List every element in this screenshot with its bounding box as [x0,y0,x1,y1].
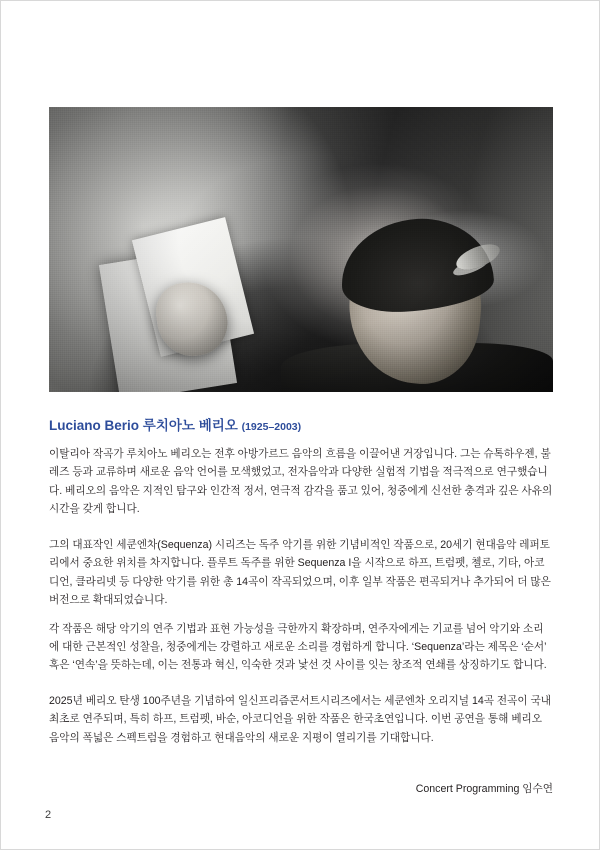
paragraph-2: 그의 대표작인 세쿤엔차(Sequenza) 시리즈는 독주 악기를 위한 기념비적인 작품으로, 20세기 현대음악 레퍼토리에서 중요한 위치를 차지합니다. 플루트 독주를 위한 Sequenza I을 시작으로 하프, 트럼펫, 첼로, 기타, 아코디언, 클라리넷 등 다양한 악기를 위한 총 14곡이 작곡되었으며, 이후 일부 작품은 편곡되거나 추가되어 더 많은 버전으로 확대되었습니다. [49,539,551,606]
paragraph-4: 2025년 베리오 탄생 100주년을 기념하여 일신프리즘콘서트시리즈에서는 세쿤엔차 오리지널 14곡 전곡이 국내 최초로 연주되며, 특히 하프, 트럼펫, 바순, 아코디언을 위한 작품은 한국초연입니다. 이번 공연을 통해 베리오 음악의 폭넓은 스펙트럼을 경험하고 현대음악의 새로운 지평이 열리기를 기대합니다. [49,695,552,744]
composer-life-dates: (1925–2003) [241,421,302,433]
page-content [49,107,553,796]
portrait-film-grain [49,107,553,392]
paragraph-3: 각 작품은 해당 악기의 연주 기법과 표현 가능성을 극한까지 확장하며, 연주자에게는 기교를 넘어 악기와 소리에 대한 근본적인 성찰을, 청중에게는 강렬하고 새로운 소리를 경험하게 합니다. ‘Sequenza’라는 제목은 ‘순서’ 혹은 ‘연속’을 뜻하는데, 이는 전통과 혁신, 익숙한 것과 낯선 것 사이를 잇는 창조적 연쇄를 상징하기도 합니다. [49,622,547,671]
paragraph-1: 이탈리아 작곡가 루치아노 베리오는 전후 아방가르드 음악의 흐름을 이끌어낸 거장입니다. 그는 슈톡하우젠, 불레즈 등과 교류하며 새로운 음악 언어를 모색했었고, 전자음악과 다양한 실험적 기법을 적극적으로 연구했습니다. 베리오의 음악은 지적인 탐구와 인간적 정서, 연극적 감각을 품고 있어, 청중에게 신선한 충격과 깊은 사유의 시간을 갖게 합니다. [49,448,553,515]
credit-line: Concert Programming 임수연 [415,782,553,795]
page-title [49,418,553,434]
composer-name-latin: Luciano Berio [49,418,140,433]
composer-name-korean: 루치아노 베리오 [142,418,238,433]
portrait-photo [49,107,553,392]
page-number: 2 [45,809,52,821]
